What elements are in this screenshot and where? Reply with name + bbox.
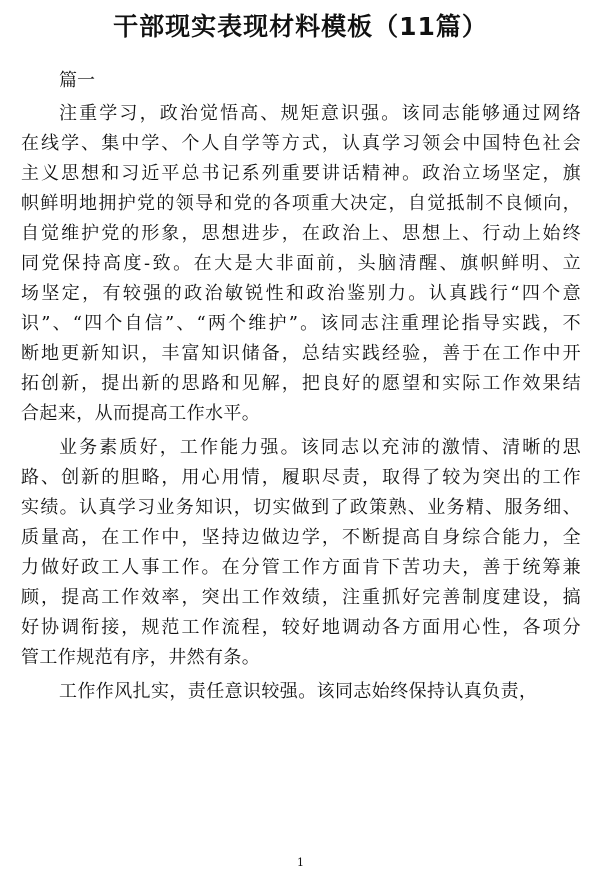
paragraph-line: 断地更新知识，丰富知识储备，总结实践经验，善于在工作中开 <box>21 343 581 364</box>
paragraph-line: 注重学习，政治觉悟高、规矩意识强。该同志能够通过网络 <box>59 103 581 124</box>
paragraph <box>21 677 581 707</box>
paragraph-line: 场坚定，有较强的政治敏锐性和政治鉴别力。认真践行“四个意 <box>21 283 581 304</box>
paragraph <box>21 433 581 673</box>
paragraph-line: 管工作规范有序，井然有条。 <box>21 647 261 668</box>
paragraph-line: 实绩。认真学习业务知识，切实做到了政策熟、业务精、服务细、 <box>21 497 581 518</box>
page-number: 1 <box>297 856 304 869</box>
paragraph-line: 识”、“四个自信”、“两个维护”。该同志注重理论指导实践，不 <box>21 313 581 334</box>
paragraph-line: 路、创新的胆略，用心用情，履职尽责，取得了较为突出的工作 <box>21 467 581 488</box>
paragraph-line: 顾，提高工作效率，突出工作效绩，注重抓好完善制度建设，搞 <box>21 587 581 608</box>
paragraph-line: 质量高，在工作中，坚持边做边学，不断提高自身综合能力，全 <box>21 527 581 548</box>
paragraph <box>21 99 581 429</box>
paragraph-line: 合起来，从而提高工作水平。 <box>21 403 261 424</box>
paragraph-line: 自觉维护党的形象，思想进步，在政治上、思想上、行动上始终 <box>21 223 581 244</box>
document-title: 干部现实表现材料模板（11篇） <box>113 12 488 41</box>
section-label: 篇一 <box>59 70 95 91</box>
paragraph-line: 好协调衔接，规范工作流程，较好地调动各方面用心性，各项分 <box>21 617 581 638</box>
paragraph-line: 工作作风扎实，责任意识较强。该同志始终保持认真负责， <box>59 681 538 702</box>
paragraph-line: 拓创新，提出新的思路和见解，把良好的愿望和实际工作效果结 <box>21 373 581 394</box>
paragraph-line: 同党保持高度-致。在大是大非面前，头脑清醒、旗帜鲜明、立 <box>21 253 581 274</box>
paragraph-line: 帜鲜明地拥护党的领导和党的各项重大决定，自觉抵制不良倾向， <box>21 193 581 214</box>
paragraph-line: 业务素质好，工作能力强。该同志以充沛的激情、清晰的思 <box>59 437 581 458</box>
paragraph-line: 力做好政工人事工作。在分管工作方面肯下苦功夫，善于统筹兼 <box>21 557 581 578</box>
paragraph-line: 在线学、集中学、个人自学等方式，认真学习领会中国特色社会 <box>21 133 581 154</box>
paragraph-line: 主义思想和习近平总书记系列重要讲话精神。政治立场坚定，旗 <box>21 163 581 184</box>
document-body <box>21 66 581 711</box>
